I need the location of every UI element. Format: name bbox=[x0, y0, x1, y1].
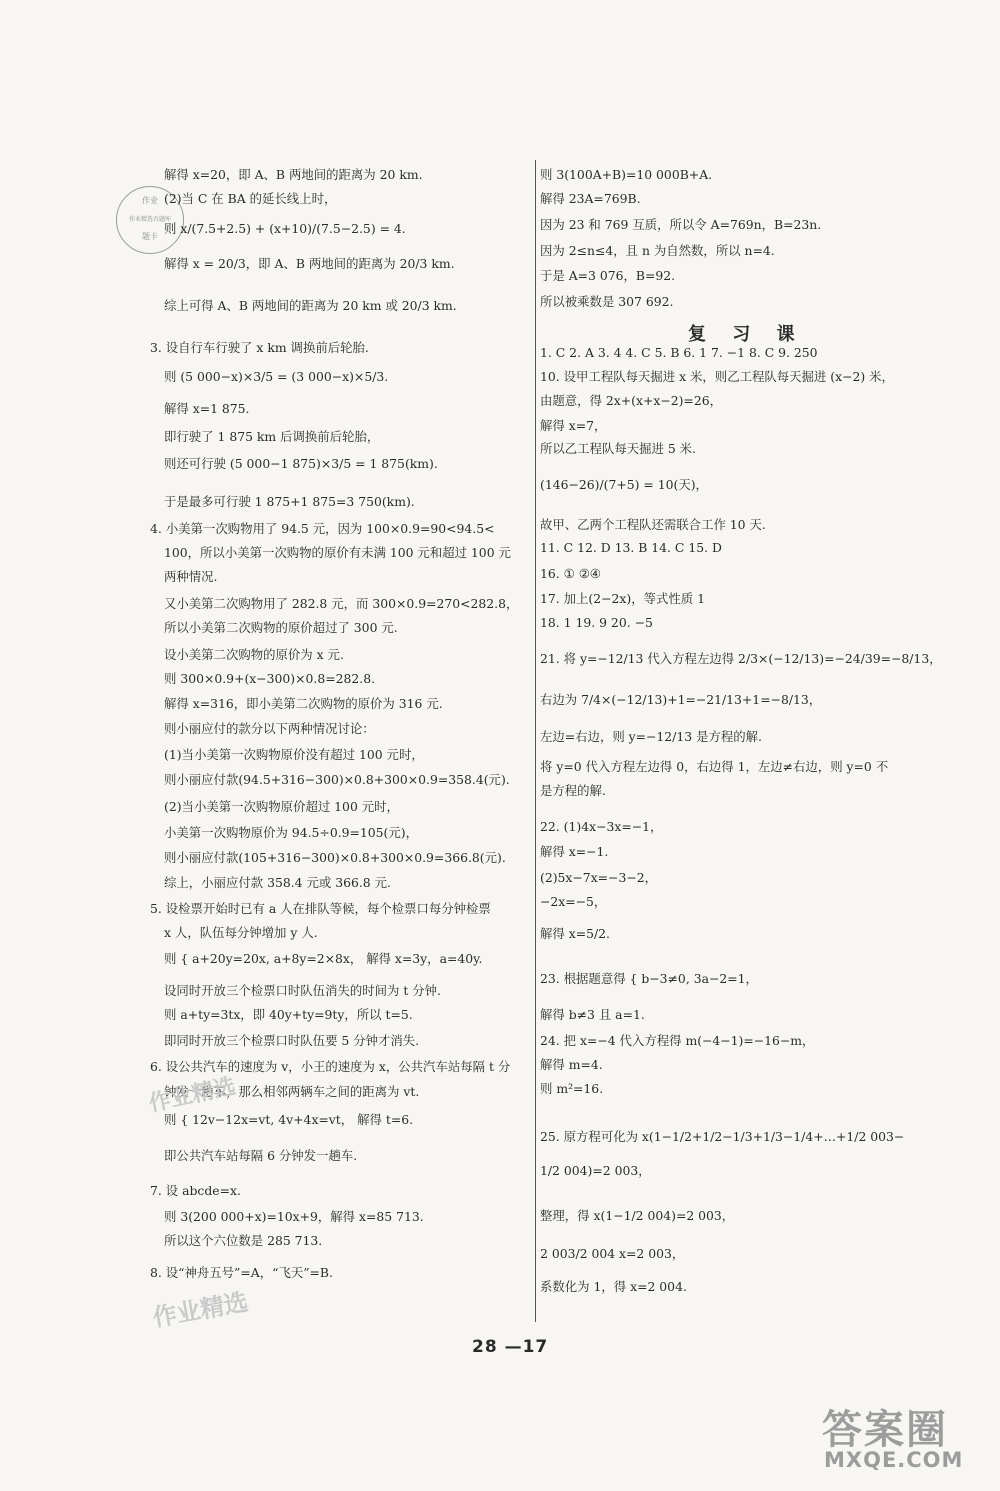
left-text-line: 则 300×0.9+(x−300)×0.8=282.8. bbox=[164, 671, 376, 686]
right-text-line: 1. C 2. A 3. 4 4. C 5. B 6. 1 7. −1 8. C 9. 250 bbox=[540, 345, 818, 360]
left-text-line: 则小丽应付款(105+316−300)×0.8+300×0.9=366.8(元). bbox=[164, 850, 506, 865]
site-logo-mark: 答案圈 bbox=[822, 1407, 948, 1453]
right-text-line: 解得 b≠3 且 a=1. bbox=[540, 1007, 645, 1022]
left-text-line: 所以这个六位数是 285 713. bbox=[164, 1233, 323, 1248]
right-text-line: (146−26)/(7+5) = 10(天)， bbox=[540, 477, 708, 492]
left-text-line: 则 a+ty=3tx，即 40y+ty=9ty，所以 t=5. bbox=[164, 1007, 413, 1022]
site-logo-url: MXQE.COM bbox=[824, 1448, 964, 1472]
left-text-line: 则 { a+20y=20x, a+8y=2×8x， 解得 x=3y，a=40y. bbox=[164, 951, 483, 966]
section-title: 复 习 课 bbox=[688, 324, 805, 345]
left-text-line: (1)当小美第一次购物原价没有超过 100 元时， bbox=[164, 747, 424, 762]
right-text-line: 10. 设甲工程队每天掘进 x 米，则乙工程队每天掘进 (x−2) 米， bbox=[540, 369, 894, 384]
right-text-line: 整理，得 x(1−1/2 004)=2 003， bbox=[540, 1208, 735, 1223]
left-text-line: x 人，队伍每分钟增加 y 人. bbox=[164, 925, 318, 940]
watermark-2: 作业精选 bbox=[150, 1287, 251, 1333]
right-text-line: 因为 2≤n≤4，且 n 为自然数，所以 n=4. bbox=[540, 243, 775, 258]
right-text-line: 因为 23 和 769 互质，所以令 A=769n，B=23n. bbox=[540, 217, 822, 232]
left-text-line: 则小丽应付款(94.5+316−300)×0.8+300×0.9=358.4(元). bbox=[164, 772, 510, 787]
right-text-line: 16. ① ②④ bbox=[540, 566, 601, 581]
right-text-line: 解得 x=−1. bbox=[540, 844, 609, 859]
left-text-line: 钟发一趟车，那么相邻两辆车之间的距离为 vt. bbox=[164, 1084, 420, 1099]
left-text-line: 小美第一次购物原价为 94.5÷0.9=105(元)， bbox=[164, 825, 419, 840]
right-text-line: 所以乙工程队每天掘进 5 米. bbox=[540, 441, 696, 456]
left-text-line: 则 { 12v−12x=vt, 4v+4x=vt， 解得 t=6. bbox=[164, 1112, 414, 1127]
left-text-line: (2)当 C 在 BA 的延长线上时， bbox=[164, 191, 337, 206]
left-text-line: 综上可得 A、B 两地间的距离为 20 km 或 20/3 km. bbox=[164, 298, 457, 313]
left-text-line: 7. 设 abcde=x. bbox=[150, 1183, 241, 1198]
left-text-line: 又小美第二次购物用了 282.8 元，而 300×0.9=270<282.8， bbox=[164, 596, 519, 611]
right-text-line: 由题意，得 2x+(x+x−2)=26， bbox=[540, 393, 722, 408]
right-text-line: 23. 根据题意得 { b−3≠0, 3a−2=1， bbox=[540, 971, 758, 986]
right-text-line: 解得 23A=769B. bbox=[540, 191, 641, 206]
left-text-line: 则 x/(7.5+2.5) + (x+10)/(7.5−2.5) = 4. bbox=[164, 221, 406, 236]
right-text-line: 则 m²=16. bbox=[540, 1081, 604, 1096]
left-text-line: 则 3(200 000+x)=10x+9，解得 x=85 713. bbox=[164, 1209, 424, 1224]
right-text-line: 21. 将 y=−12/13 代入方程左边得 2/3×(−12/13)=−24/39=−8/13， bbox=[540, 651, 942, 666]
left-text-line: 100，所以小美第一次购物的原价有未满 100 元和超过 100 元 bbox=[164, 545, 511, 560]
right-text-line: 解得 m=4. bbox=[540, 1057, 603, 1072]
right-text-line: 于是 A=3 076，B=92. bbox=[540, 268, 676, 283]
left-text-line: 解得 x=316，即小美第二次购物的原价为 316 元. bbox=[164, 696, 443, 711]
stamp-top-text: 作业 bbox=[142, 196, 158, 205]
watermark-1: 作业精选 bbox=[146, 1074, 239, 1117]
right-text-line: 所以被乘数是 307 692. bbox=[540, 294, 674, 309]
left-text-line: 则 (5 000−x)×3/5 = (3 000−x)×5/3. bbox=[164, 369, 389, 384]
right-text-line: 22. (1)4x−3x=−1， bbox=[540, 819, 663, 834]
left-text-line: 5. 设检票开始时已有 a 人在排队等候，每个检票口每分钟检票 bbox=[150, 901, 491, 916]
left-text-line: 设同时开放三个检票口时队伍消失的时间为 t 分钟. bbox=[164, 983, 441, 998]
left-text-line: 解得 x=1 875. bbox=[164, 401, 250, 416]
left-text-line: 4. 小美第一次购物用了 94.5 元，因为 100×0.9=90<94.5< bbox=[150, 521, 495, 536]
left-text-line: 解得 x = 20/3，即 A、B 两地间的距离为 20/3 km. bbox=[164, 256, 455, 271]
right-text-line: 则 3(100A+B)=10 000B+A. bbox=[540, 167, 713, 182]
stamp-bottom-text: 题卡 bbox=[142, 232, 158, 241]
left-text-line: 即同时开放三个检票口时队伍要 5 分钟才消失. bbox=[164, 1033, 420, 1048]
left-text-line: 综上，小丽应付款 358.4 元或 366.8 元. bbox=[164, 875, 391, 890]
right-text-line: (2)5x−7x=−3−2， bbox=[540, 870, 657, 885]
left-text-line: 所以小美第二次购物的原价超过了 300 元. bbox=[164, 620, 398, 635]
right-text-line: 2 003/2 004 x=2 003， bbox=[540, 1246, 685, 1261]
right-text-line: 解得 x=7， bbox=[540, 418, 607, 433]
left-text-line: 6. 设公共汽车的速度为 v，小王的速度为 x，公共汽车站每隔 t 分 bbox=[150, 1059, 511, 1074]
right-text-line: 11. C 12. D 13. B 14. C 15. D bbox=[540, 540, 722, 555]
left-text-line: 两种情况. bbox=[164, 569, 218, 584]
right-text-line: −2x=−5， bbox=[540, 894, 607, 909]
right-text-line: 是方程的解. bbox=[540, 783, 606, 798]
left-text-line: 则小丽应付的款分以下两种情况讨论： bbox=[164, 721, 375, 736]
page-number: 28 —17 bbox=[472, 1337, 549, 1357]
left-text-line: 8. 设“神舟五号”=A，“飞天”=B. bbox=[150, 1265, 333, 1280]
left-text-line: 则还可行驶 (5 000−1 875)×3/5 = 1 875(km). bbox=[164, 456, 438, 471]
left-text-line: 3. 设自行车行驶了 x km 调换前后轮胎. bbox=[150, 340, 369, 355]
left-text-line: 解得 x=20，即 A、B 两地间的距离为 20 km. bbox=[164, 167, 423, 182]
right-text-line: 故甲、乙两个工程队还需联合工作 10 天. bbox=[540, 517, 766, 532]
right-text-line: 1/2 004)=2 003， bbox=[540, 1163, 651, 1178]
right-text-line: 解得 x=5/2. bbox=[540, 926, 610, 941]
right-text-line: 17. 加上(2−2x)，等式性质 1 bbox=[540, 591, 706, 606]
left-text-line: 于是最多可行驶 1 875+1 875=3 750(km). bbox=[164, 494, 415, 509]
left-text-line: 设小美第二次购物的原价为 x 元. bbox=[164, 647, 344, 662]
right-text-line: 左边=右边，则 y=−12/13 是方程的解. bbox=[540, 729, 762, 744]
right-text-line: 25. 原方程可化为 x(1−1/2+1/2−1/3+1/3−1/4+…+1/2 003− bbox=[540, 1129, 905, 1144]
left-text-line: 即行驶了 1 875 km 后调换前后轮胎， bbox=[164, 429, 380, 444]
right-text-line: 18. 1 19. 9 20. −5 bbox=[540, 615, 653, 630]
right-text-line: 24. 把 x=−4 代入方程得 m(−4−1)=−16−m， bbox=[540, 1033, 815, 1048]
column-divider bbox=[535, 160, 536, 1322]
stamp-middle-text: 作业精选吾题库 bbox=[128, 216, 171, 223]
right-text-line: 将 y=0 代入方程左边得 0，右边得 1，左边≠右边，则 y=0 不 bbox=[540, 759, 889, 774]
site-logo bbox=[822, 1398, 972, 1484]
left-text-line: 即公共汽车站每隔 6 分钟发一趟车. bbox=[164, 1148, 358, 1163]
right-text-line: 系数化为 1，得 x=2 004. bbox=[540, 1279, 687, 1294]
right-text-line: 右边为 7/4×(−12/13)+1=−21/13+1=−8/13， bbox=[540, 692, 822, 707]
left-text-line: (2)当小美第一次购物原价超过 100 元时， bbox=[164, 799, 399, 814]
